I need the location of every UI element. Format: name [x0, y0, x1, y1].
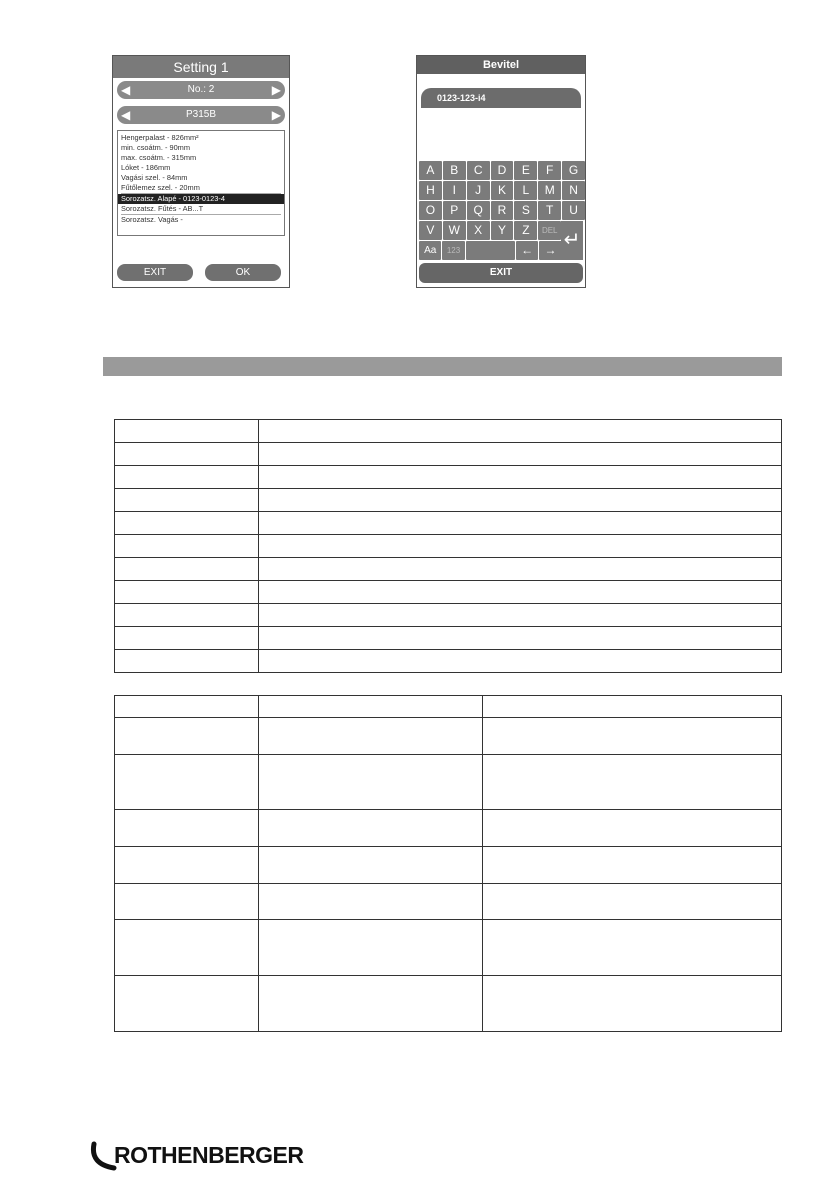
key-i[interactable]: I: [443, 181, 466, 200]
key-f[interactable]: F: [538, 161, 561, 180]
key-m[interactable]: M: [538, 181, 561, 200]
key-n[interactable]: N: [562, 181, 585, 200]
table-row: [115, 466, 782, 489]
table-row: [115, 810, 782, 847]
cursor-left-icon[interactable]: ←: [516, 241, 538, 260]
ok-button[interactable]: OK: [205, 264, 281, 281]
key-c[interactable]: C: [467, 161, 490, 180]
key-d[interactable]: D: [491, 161, 514, 180]
key-v[interactable]: V: [419, 221, 442, 240]
table-row: [115, 420, 782, 443]
table-row: [115, 920, 782, 976]
list-item[interactable]: Vagási szel. - 84mm: [121, 173, 188, 182]
setting-screen: [112, 55, 290, 288]
table-row: [115, 581, 782, 604]
list-item[interactable]: Sorozatsz. Fűtés - AB...T: [121, 204, 281, 215]
list-item-selected[interactable]: Sorozatsz. Alapé - 0123-0123-4: [118, 194, 284, 204]
table-row: [115, 755, 782, 810]
table-row: [115, 489, 782, 512]
key-l[interactable]: L: [514, 181, 537, 200]
input-title: Bevitel: [417, 56, 585, 74]
keyboard-row: [419, 161, 585, 180]
space-key[interactable]: [466, 241, 515, 260]
error-table: [114, 695, 782, 1032]
table-row: [115, 512, 782, 535]
list-item[interactable]: Fűtőlemez szel. - 20mm: [121, 183, 281, 194]
key-w[interactable]: W: [443, 221, 466, 240]
arrow-right-icon[interactable]: ▶: [271, 108, 281, 122]
key-h[interactable]: H: [419, 181, 442, 200]
table-row: [115, 884, 782, 920]
key-e[interactable]: E: [514, 161, 537, 180]
table-row: [115, 650, 782, 673]
key-t[interactable]: T: [538, 201, 561, 220]
number-selector-label: No.: 2: [187, 84, 215, 95]
key-k[interactable]: K: [491, 181, 514, 200]
text-input-field[interactable]: 0123-123-i4: [421, 88, 581, 108]
section-header-bar: [103, 357, 782, 376]
key-z[interactable]: Z: [514, 221, 537, 240]
arrow-left-icon[interactable]: ◀: [121, 83, 131, 97]
list-item[interactable]: Hengerpalast - 826mm²: [121, 133, 199, 142]
enter-key[interactable]: [561, 221, 583, 260]
key-o[interactable]: O: [419, 201, 442, 220]
exit-button[interactable]: EXIT: [419, 263, 583, 283]
list-item[interactable]: min. csoátm. - 90mm: [121, 143, 190, 152]
logo-text: ROTHENBERGER: [114, 1142, 304, 1168]
key-y[interactable]: Y: [491, 221, 514, 240]
list-item[interactable]: Lóket - 186mm: [121, 163, 171, 172]
list-item[interactable]: Sorozatsz. Vagás -: [121, 215, 183, 224]
key-p[interactable]: P: [443, 201, 466, 220]
parameter-table: [114, 419, 782, 673]
keyboard-row: [419, 181, 585, 200]
key-b[interactable]: B: [443, 161, 466, 180]
key-j[interactable]: J: [467, 181, 490, 200]
table-row: [115, 604, 782, 627]
numeric-toggle-key[interactable]: 123: [442, 241, 464, 260]
cursor-right-icon[interactable]: →: [539, 241, 561, 260]
list-item[interactable]: max. csoátm. - 315mm: [121, 153, 197, 162]
model-selector[interactable]: [117, 106, 285, 124]
key-s[interactable]: S: [514, 201, 537, 220]
enter-icon: ↵: [563, 229, 581, 251]
model-selector-label: P315B: [185, 109, 217, 120]
table-row: [115, 443, 782, 466]
rothenberger-logo: [88, 1138, 328, 1174]
arrow-right-icon[interactable]: ▶: [271, 83, 281, 97]
table-row: [115, 696, 782, 718]
exit-button[interactable]: EXIT: [117, 264, 193, 281]
keyboard-row: [419, 201, 585, 220]
table-row: [115, 718, 782, 755]
key-x[interactable]: X: [467, 221, 490, 240]
parameter-list[interactable]: [117, 130, 285, 236]
key-g[interactable]: G: [562, 161, 585, 180]
key-r[interactable]: R: [491, 201, 514, 220]
setting-title: Setting 1: [113, 56, 289, 78]
table-row: [115, 847, 782, 884]
number-selector[interactable]: [117, 81, 285, 99]
table-row: [115, 976, 782, 1032]
table-row: [115, 627, 782, 650]
key-q[interactable]: Q: [467, 201, 490, 220]
table-row: [115, 535, 782, 558]
arrow-left-icon[interactable]: ◀: [121, 108, 131, 122]
key-u[interactable]: U: [562, 201, 585, 220]
table-row: [115, 558, 782, 581]
case-toggle-key[interactable]: Aa: [419, 241, 441, 260]
delete-key[interactable]: DEL: [538, 221, 561, 240]
key-a[interactable]: A: [419, 161, 442, 180]
input-screen: [416, 55, 586, 288]
